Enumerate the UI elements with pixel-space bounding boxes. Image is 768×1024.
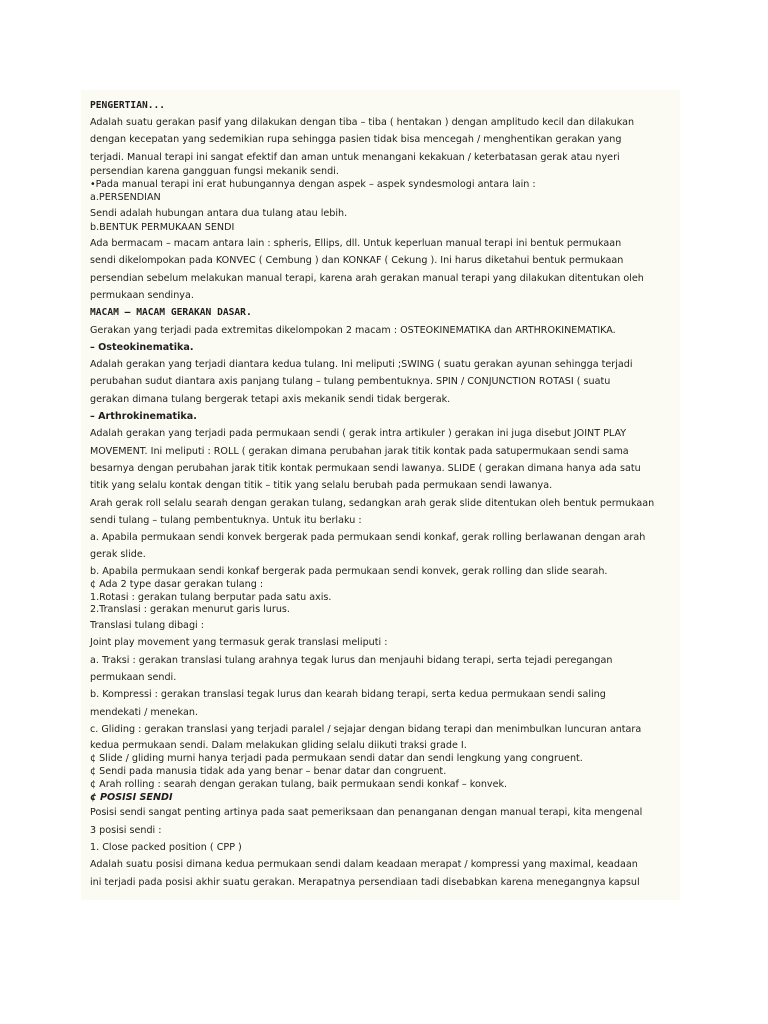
paragraph-line: mendekati / menekan. — [90, 706, 198, 718]
paragraph-line: b. Kompressi : gerakan translasi tegak lurus dan kearah bidang terapi, serta kedua permukaan sendi saling — [90, 689, 606, 701]
paragraph-line: Joint play movement yang termasuk gerak translasi meliputi : — [90, 637, 388, 649]
paragraph-line: Ada bermacam – macam antara lain : spheris, Ellips, dll. Untuk keperluan manual terapi ini bentuk permukaan — [90, 238, 622, 250]
paragraph-line: besarnya dengan perubahan jarak titik kontak permukaan sendi lawanya. SLIDE ( gerakan dimana hanya ada satu — [90, 462, 641, 474]
subheading-persendian: a.PERSENDIAN — [90, 192, 161, 204]
paragraph-line: Posisi sendi sangat penting artinya pada saat pemeriksaan dan penanganan dengan manual terapi, kita mengenal — [90, 807, 643, 819]
paragraph-line: 3 posisi sendi : — [90, 824, 162, 836]
list-item: 2.Translasi : gerakan menurut garis lurus. — [90, 604, 290, 616]
paragraph-line: persendian karena gangguan fungsi mekanik sendi. — [90, 165, 339, 177]
paragraph-line: persendian sebelum melakukan manual terapi, karena arah gerakan manual terapi yang dilakukan ditentukan oleh — [90, 272, 644, 284]
paragraph-line: Adalah gerakan yang terjadi pada permukaan sendi ( gerak intra artikuler ) gerakan ini juga disebut JOINT PLAY — [90, 428, 627, 440]
paragraph-line: Arah gerak roll selalu searah dengan gerakan tulang, sedangkan arah gerak slide ditentukan oleh bentuk permukaan — [90, 497, 655, 509]
subheading-bentuk-permukaan-sendi: b.BENTUK PERMUKAAN SENDI — [90, 222, 235, 234]
paragraph-line: b. Apabila permukaan sendi konkaf bergerak pada permukaan sendi konvek, gerak rolling dan slide searah. — [90, 565, 608, 577]
heading-pengertian: PENGERTIAN... — [90, 100, 166, 111]
heading-posisi-sendi: ¢ POSISI SENDI — [90, 791, 173, 803]
paragraph-line: Translasi tulang dibagi : — [90, 620, 204, 632]
bullet-line: ¢ Slide / gliding murni hanya terjadi pada permukaan sendi datar dan sendi lengkung yang congruent. — [90, 753, 583, 765]
paragraph-line: gerakan dimana tulang bergerak tetapi axis mekanik sendi tidak bergerak. — [90, 393, 451, 405]
paragraph-line: terjadi. Manual terapi ini sangat efektif dan aman untuk menangani kekakuan / keterbatasan gerak atau nyeri — [90, 151, 620, 163]
bullet-line: •Pada manual terapi ini erat hubungannya dengan aspek – aspek syndesmologi antara lain : — [90, 178, 536, 190]
subheading-arthrokinematika: – Arthrokinematika. — [90, 411, 197, 423]
paragraph-line: sendi dikelompokan pada KONVEC ( Cembung ) dan KONKAF ( Cekung ). Ini harus diketahui bentuk permukaan — [90, 255, 624, 267]
paragraph-line: kedua permukaan sendi. Dalam melakukan gliding selalu diikuti traksi grade I. — [90, 740, 467, 752]
bullet-line: ¢ Ada 2 type dasar gerakan tulang : — [90, 578, 264, 590]
paragraph-line: ini terjadi pada posisi akhir suatu gerakan. Merapatnya persendiaan tadi disebabkan karena menegangnya kapsul — [90, 876, 640, 888]
heading-macam-gerakan-dasar: MACAM – MACAM GERAKAN DASAR. — [90, 307, 252, 319]
paragraph-line: c. Gliding : gerakan translasi yang terjadi paralel / sejajar dengan bidang terapi dan menimbulkan luncuran antara — [90, 723, 642, 735]
paragraph-line: Adalah gerakan yang terjadi diantara kedua tulang. Ini meliputi ;SWING ( suatu gerakan ayunan sehingga terjadi — [90, 359, 633, 371]
paragraph-line: Adalah suatu posisi dimana kedua permukaan sendi dalam keadaan merapat / kompressi yang maximal, keadaan — [90, 859, 638, 871]
paragraph-line: gerak slide. — [90, 549, 146, 561]
paragraph-line: sendi tulang – tulang pembentuknya. Untuk itu berlaku : — [90, 514, 362, 526]
paragraph-line: dengan kecepatan yang sedemikian rupa sehingga pasien tidak bisa mencegah / menghentikan gerakan yang — [90, 134, 622, 146]
list-item: 1.Rotasi : gerakan tulang berputar pada satu axis. — [90, 591, 332, 603]
paragraph-line: a. Apabila permukaan sendi konvek bergerak pada permukaan sendi konkaf, gerak rolling berlawanan dengan arah — [90, 532, 646, 544]
paragraph-line: perubahan sudut diantara axis panjang tulang – tulang pembentuknya. SPIN / CONJUNCTION ROTASI ( suatu — [90, 376, 611, 388]
paragraph-line: Adalah suatu gerakan pasif yang dilakukan dengan tiba – tiba ( hentakan ) dengan amplitudo kecil dan dilakukan — [90, 117, 635, 128]
paragraph-line: Gerakan yang terjadi pada extremitas dikelompokan 2 macam : OSTEOKINEMATIKA dan ARTHROKINEMATIKA. — [90, 324, 616, 336]
paragraph-line: a. Traksi : gerakan translasi tulang arahnya tegak lurus dan menjauhi bidang terapi, serta tejadi peregangan — [90, 654, 613, 666]
bullet-line: ¢ Arah rolling : searah dengan gerakan tulang, baik permukaan sendi konkaf – konvek. — [90, 778, 508, 790]
document-page — [81, 90, 680, 900]
bullet-line: ¢ Sendi pada manusia tidak ada yang benar – benar datar dan congruent. — [90, 765, 447, 777]
paragraph-line: Sendi adalah hubungan antara dua tulang atau lebih. — [90, 207, 348, 219]
list-item: 1. Close packed position ( CPP ) — [90, 841, 242, 853]
subheading-osteokinematika: – Osteokinematika. — [90, 341, 194, 353]
paragraph-line: permukaan sendinya. — [90, 289, 194, 301]
paragraph-line: titik yang selalu kontak dengan titik – titik yang selalu berubah pada permukaan sendi lawanya. — [90, 480, 553, 492]
paragraph-line: MOVEMENT. Ini meliputi : ROLL ( gerakan dimana perubahan jarak titik kontak pada satupermukaan sendi sama — [90, 445, 629, 457]
paragraph-line: permukaan sendi. — [90, 672, 177, 683]
